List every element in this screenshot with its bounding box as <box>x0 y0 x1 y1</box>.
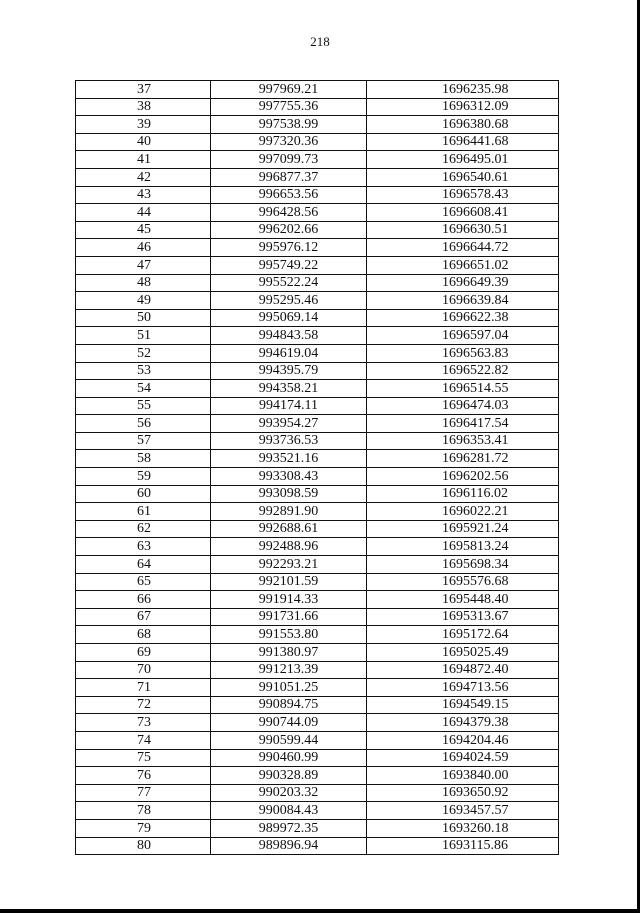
x-coordinate-cell: 993098.59 <box>211 485 367 503</box>
point-number-cell: 38 <box>76 98 211 116</box>
table-row <box>76 116 559 134</box>
x-coordinate-cell: 993736.53 <box>211 432 367 450</box>
table-row <box>76 468 559 486</box>
x-coordinate-cell: 995295.46 <box>211 292 367 310</box>
table-row <box>76 802 559 820</box>
y-coordinate-cell: 1696202.56 <box>367 468 559 486</box>
x-coordinate-cell: 997755.36 <box>211 98 367 116</box>
x-coordinate-cell: 994619.04 <box>211 344 367 362</box>
point-number-cell: 48 <box>76 274 211 292</box>
y-coordinate-cell: 1696522.82 <box>367 362 559 380</box>
y-coordinate-cell: 1696651.02 <box>367 256 559 274</box>
x-coordinate-cell: 991380.97 <box>211 644 367 662</box>
table-row <box>76 415 559 433</box>
y-coordinate-cell: 1696353.41 <box>367 432 559 450</box>
y-coordinate-cell: 1693457.57 <box>367 802 559 820</box>
x-coordinate-cell: 996877.37 <box>211 168 367 186</box>
table-row <box>76 520 559 538</box>
table-row <box>76 503 559 521</box>
table-row <box>76 98 559 116</box>
table-row <box>76 133 559 151</box>
table-row <box>76 256 559 274</box>
point-number-cell: 76 <box>76 767 211 785</box>
point-number-cell: 78 <box>76 802 211 820</box>
table-row <box>76 221 559 239</box>
point-number-cell: 47 <box>76 256 211 274</box>
x-coordinate-cell: 991553.80 <box>211 626 367 644</box>
y-coordinate-cell: 1694204.46 <box>367 731 559 749</box>
x-coordinate-cell: 997320.36 <box>211 133 367 151</box>
x-coordinate-cell: 993308.43 <box>211 468 367 486</box>
table-row <box>76 644 559 662</box>
point-number-cell: 60 <box>76 485 211 503</box>
coordinates-table-body <box>76 81 559 855</box>
table-row <box>76 714 559 732</box>
point-number-cell: 77 <box>76 784 211 802</box>
table-row <box>76 679 559 697</box>
y-coordinate-cell: 1696441.68 <box>367 133 559 151</box>
table-row <box>76 450 559 468</box>
x-coordinate-cell: 990328.89 <box>211 767 367 785</box>
y-coordinate-cell: 1695576.68 <box>367 573 559 591</box>
x-coordinate-cell: 994358.21 <box>211 380 367 398</box>
point-number-cell: 65 <box>76 573 211 591</box>
x-coordinate-cell: 996202.66 <box>211 221 367 239</box>
x-coordinate-cell: 991051.25 <box>211 679 367 697</box>
x-coordinate-cell: 992488.96 <box>211 538 367 556</box>
point-number-cell: 51 <box>76 327 211 345</box>
point-number-cell: 61 <box>76 503 211 521</box>
x-coordinate-cell: 997969.21 <box>211 81 367 99</box>
table-row <box>76 380 559 398</box>
table-row <box>76 81 559 99</box>
x-coordinate-cell: 993521.16 <box>211 450 367 468</box>
x-coordinate-cell: 996653.56 <box>211 186 367 204</box>
table-row <box>76 432 559 450</box>
y-coordinate-cell: 1695698.34 <box>367 556 559 574</box>
table-row <box>76 397 559 415</box>
x-coordinate-cell: 995976.12 <box>211 239 367 257</box>
y-coordinate-cell: 1696312.09 <box>367 98 559 116</box>
table-row <box>76 538 559 556</box>
y-coordinate-cell: 1693115.86 <box>367 837 559 855</box>
point-number-cell: 67 <box>76 608 211 626</box>
x-coordinate-cell: 990894.75 <box>211 696 367 714</box>
y-coordinate-cell: 1696022.21 <box>367 503 559 521</box>
y-coordinate-cell: 1696116.02 <box>367 485 559 503</box>
x-coordinate-cell: 995522.24 <box>211 274 367 292</box>
table-row <box>76 327 559 345</box>
y-coordinate-cell: 1693650.92 <box>367 784 559 802</box>
x-coordinate-cell: 996428.56 <box>211 204 367 222</box>
table-row <box>76 292 559 310</box>
point-number-cell: 46 <box>76 239 211 257</box>
y-coordinate-cell: 1693840.00 <box>367 767 559 785</box>
point-number-cell: 72 <box>76 696 211 714</box>
point-number-cell: 63 <box>76 538 211 556</box>
table-row <box>76 362 559 380</box>
y-coordinate-cell: 1696608.41 <box>367 204 559 222</box>
y-coordinate-cell: 1696644.72 <box>367 239 559 257</box>
x-coordinate-cell: 990744.09 <box>211 714 367 732</box>
x-coordinate-cell: 997538.99 <box>211 116 367 134</box>
point-number-cell: 55 <box>76 397 211 415</box>
x-coordinate-cell: 994395.79 <box>211 362 367 380</box>
x-coordinate-cell: 991731.66 <box>211 608 367 626</box>
x-coordinate-cell: 990084.43 <box>211 802 367 820</box>
point-number-cell: 40 <box>76 133 211 151</box>
point-number-cell: 68 <box>76 626 211 644</box>
y-coordinate-cell: 1696622.38 <box>367 309 559 327</box>
point-number-cell: 64 <box>76 556 211 574</box>
point-number-cell: 44 <box>76 204 211 222</box>
table-row <box>76 626 559 644</box>
y-coordinate-cell: 1695025.49 <box>367 644 559 662</box>
y-coordinate-cell: 1696235.98 <box>367 81 559 99</box>
y-coordinate-cell: 1696380.68 <box>367 116 559 134</box>
x-coordinate-cell: 989896.94 <box>211 837 367 855</box>
y-coordinate-cell: 1696281.72 <box>367 450 559 468</box>
table-row <box>76 485 559 503</box>
point-number-cell: 57 <box>76 432 211 450</box>
y-coordinate-cell: 1695813.24 <box>367 538 559 556</box>
point-number-cell: 53 <box>76 362 211 380</box>
y-coordinate-cell: 1696514.55 <box>367 380 559 398</box>
x-coordinate-cell: 990599.44 <box>211 731 367 749</box>
x-coordinate-cell: 991213.39 <box>211 661 367 679</box>
table-row <box>76 731 559 749</box>
y-coordinate-cell: 1694024.59 <box>367 749 559 767</box>
x-coordinate-cell: 992293.21 <box>211 556 367 574</box>
x-coordinate-cell: 992891.90 <box>211 503 367 521</box>
point-number-cell: 42 <box>76 168 211 186</box>
table-row <box>76 749 559 767</box>
y-coordinate-cell: 1696639.84 <box>367 292 559 310</box>
point-number-cell: 49 <box>76 292 211 310</box>
table-row <box>76 837 559 855</box>
y-coordinate-cell: 1695172.64 <box>367 626 559 644</box>
table-row <box>76 309 559 327</box>
table-row <box>76 204 559 222</box>
x-coordinate-cell: 989972.35 <box>211 819 367 837</box>
table-row <box>76 767 559 785</box>
point-number-cell: 43 <box>76 186 211 204</box>
point-number-cell: 69 <box>76 644 211 662</box>
x-coordinate-cell: 995749.22 <box>211 256 367 274</box>
table-row <box>76 661 559 679</box>
point-number-cell: 50 <box>76 309 211 327</box>
y-coordinate-cell: 1693260.18 <box>367 819 559 837</box>
table-row <box>76 239 559 257</box>
y-coordinate-cell: 1696495.01 <box>367 151 559 169</box>
table-row <box>76 784 559 802</box>
table-row <box>76 819 559 837</box>
point-number-cell: 62 <box>76 520 211 538</box>
x-coordinate-cell: 992101.59 <box>211 573 367 591</box>
y-coordinate-cell: 1696417.54 <box>367 415 559 433</box>
y-coordinate-cell: 1696578.43 <box>367 186 559 204</box>
point-number-cell: 71 <box>76 679 211 697</box>
table-row <box>76 151 559 169</box>
point-number-cell: 52 <box>76 344 211 362</box>
y-coordinate-cell: 1696563.83 <box>367 344 559 362</box>
y-coordinate-cell: 1696474.03 <box>367 397 559 415</box>
x-coordinate-cell: 990460.99 <box>211 749 367 767</box>
point-number-cell: 75 <box>76 749 211 767</box>
table-row <box>76 696 559 714</box>
x-coordinate-cell: 993954.27 <box>211 415 367 433</box>
x-coordinate-cell: 994174.11 <box>211 397 367 415</box>
point-number-cell: 70 <box>76 661 211 679</box>
table-row <box>76 591 559 609</box>
table-row <box>76 573 559 591</box>
point-number-cell: 45 <box>76 221 211 239</box>
point-number-cell: 74 <box>76 731 211 749</box>
y-coordinate-cell: 1694379.38 <box>367 714 559 732</box>
x-coordinate-cell: 995069.14 <box>211 309 367 327</box>
point-number-cell: 56 <box>76 415 211 433</box>
x-coordinate-cell: 992688.61 <box>211 520 367 538</box>
table-row <box>76 168 559 186</box>
point-number-cell: 79 <box>76 819 211 837</box>
point-number-cell: 39 <box>76 116 211 134</box>
point-number-cell: 59 <box>76 468 211 486</box>
point-number-cell: 54 <box>76 380 211 398</box>
x-coordinate-cell: 991914.33 <box>211 591 367 609</box>
y-coordinate-cell: 1695921.24 <box>367 520 559 538</box>
y-coordinate-cell: 1694549.15 <box>367 696 559 714</box>
y-coordinate-cell: 1696597.04 <box>367 327 559 345</box>
table-row <box>76 344 559 362</box>
point-number-cell: 37 <box>76 81 211 99</box>
y-coordinate-cell: 1696630.51 <box>367 221 559 239</box>
point-number-cell: 41 <box>76 151 211 169</box>
table-row <box>76 186 559 204</box>
point-number-cell: 58 <box>76 450 211 468</box>
table-row <box>76 556 559 574</box>
y-coordinate-cell: 1694713.56 <box>367 679 559 697</box>
y-coordinate-cell: 1696649.39 <box>367 274 559 292</box>
y-coordinate-cell: 1694872.40 <box>367 661 559 679</box>
coordinates-table <box>75 80 559 855</box>
page-number: 218 <box>310 34 330 49</box>
point-number-cell: 73 <box>76 714 211 732</box>
x-coordinate-cell: 990203.32 <box>211 784 367 802</box>
table-row <box>76 608 559 626</box>
point-number-cell: 66 <box>76 591 211 609</box>
y-coordinate-cell: 1696540.61 <box>367 168 559 186</box>
x-coordinate-cell: 997099.73 <box>211 151 367 169</box>
table-row <box>76 274 559 292</box>
x-coordinate-cell: 994843.58 <box>211 327 367 345</box>
y-coordinate-cell: 1695448.40 <box>367 591 559 609</box>
point-number-cell: 80 <box>76 837 211 855</box>
y-coordinate-cell: 1695313.67 <box>367 608 559 626</box>
